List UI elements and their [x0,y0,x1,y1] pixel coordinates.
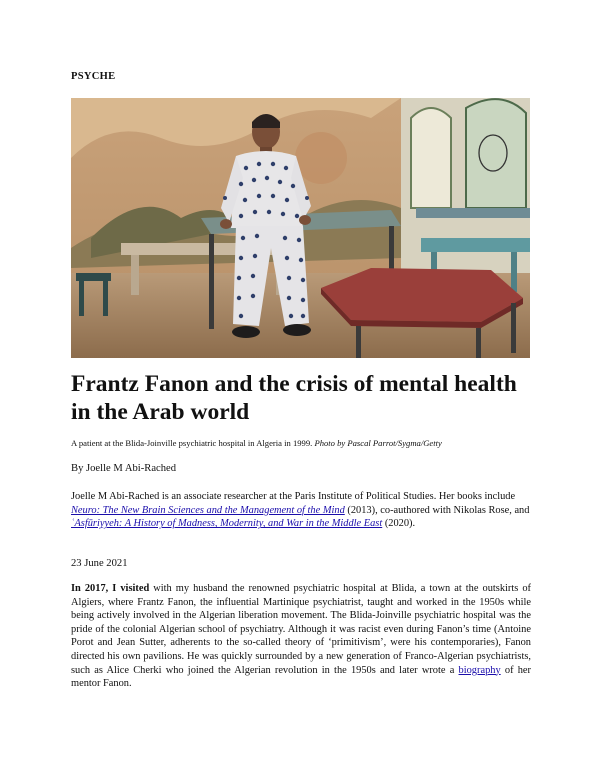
book-link-neuro[interactable] [71,505,345,516]
photo-caption [71,438,541,448]
article-paragraph [71,582,531,691]
paragraph-text-1: with my husband the renowned psychiatric hospital at Blida, a town at the outskirts of Algiers, where Frantz Fanon, the influential Martinique psychiatrist, taught and worked in the 1950s while being actively involved in the Algerian liberation movement. The Blida-Joinville psychiatric hospital was the pride of the colonial Algerian school of psychiatry. Although it was racist even during Fanon’s time (Antoine Porot and Jean Sutter, adherents to the so-called theory of ‘primitivism’, were his contemporaries), Fanon directed his own pavilions. He was quickly surrounded by a new generation of Franco-Algerian psychiatrists, such as Alice Cherki who joined the Algerian revolution in the 1950s and later wrote a [71,583,531,676]
biography-link[interactable]: biography [458,664,501,676]
book-title-neuro: Neuro: The New Brain Sciences and the Management of the Mind [71,504,345,516]
book-title-asfuriyyeh: ʿAsfūriyyeh: A History of Madness, Modernity, and War in the Middle East [71,518,383,530]
article-photo [71,98,530,358]
caption-text: A patient at the Blida-Joinville psychiatric hospital in Algeria in 1999. [71,438,315,448]
bio-text-2: (2013), co-authored with Nikolas Rose, and [344,504,530,516]
page-title: Frantz Fanon and the crisis of mental health in the Arab world [71,371,517,425]
bio-text-3: (2020). [382,518,416,530]
paragraph-lead: In 2017, I visited [71,583,150,594]
bio-text-1: Joelle M Abi-Rached is an associate researcher at the Paris Institute of Political Studies. Her books include [71,491,516,502]
publish-date: 23 June 2021 [71,558,128,569]
section-label: PSYCHE [71,71,116,82]
photo-patient-icon [71,98,530,358]
author-bio [71,490,531,531]
author-byline: By Joelle M Abi-Rached [71,463,177,474]
paragraph-text-2: of her mentor Fanon. [71,664,531,690]
caption-credit: Photo by Pascal Parrot/Sygma/Getty [314,438,442,448]
book-link-asfuriyyeh[interactable] [71,518,382,529]
